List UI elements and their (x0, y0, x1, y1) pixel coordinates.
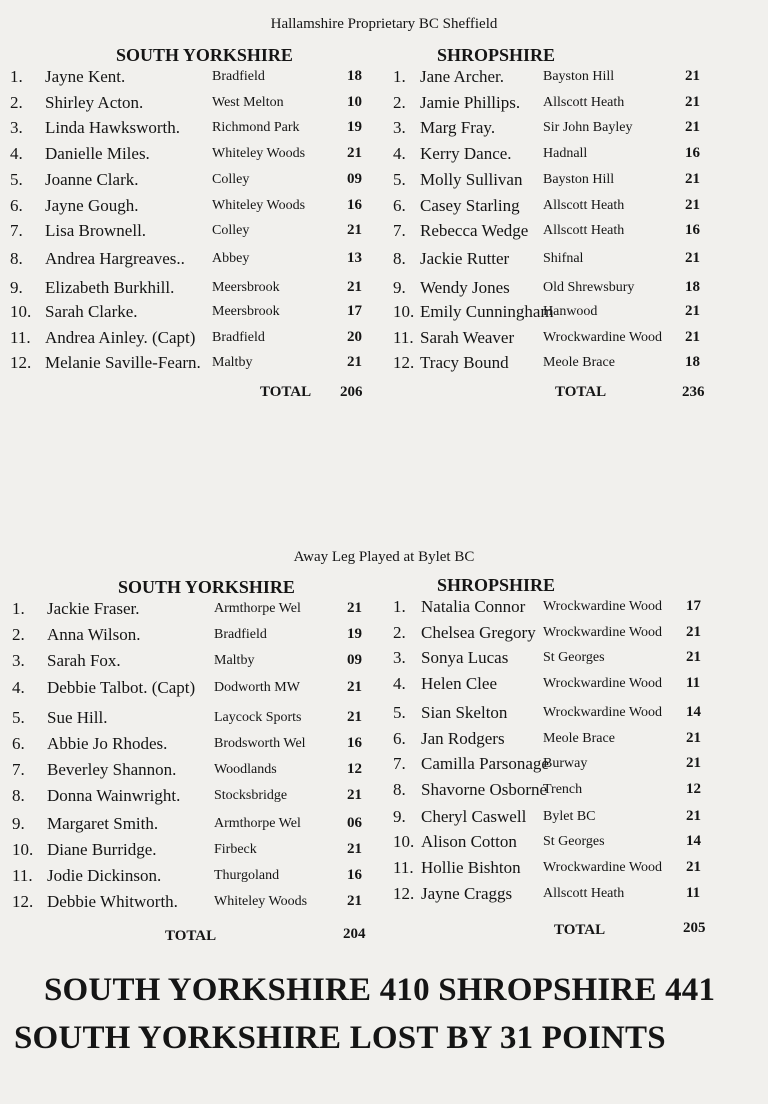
player-score: 11 (686, 884, 701, 901)
player-name: Tracy Bound (420, 352, 509, 372)
player-number: 4. (393, 674, 406, 694)
player-club: Bylet BC (543, 808, 596, 824)
player-number: 12. (393, 883, 415, 903)
player-name: Margaret Smith. (47, 813, 159, 833)
player-club: Meole Brace (543, 354, 615, 370)
player-club: Maltby (212, 354, 253, 370)
player-club: Allscott Heath (543, 885, 625, 901)
player-name: Melanie Saville-Fearn. (45, 352, 201, 372)
player-number: 2. (393, 92, 406, 112)
player-number: 7. (12, 760, 25, 780)
player-number: 9. (393, 277, 406, 297)
player-name: Anna Wilson. (47, 625, 141, 645)
player-score: 21 (686, 807, 701, 824)
player-score: 21 (686, 755, 701, 772)
player-club: Bayston Hill (543, 69, 615, 84)
player-name: Shirley Acton. (45, 92, 144, 112)
player-name: Andrea Hargreaves.. (45, 248, 185, 268)
player-row (0, 807, 768, 831)
player-score: 21 (347, 678, 362, 695)
player-number: 4. (12, 677, 25, 697)
player-score: 10 (347, 93, 362, 110)
player-name: Donna Wainwright. (47, 786, 181, 806)
player-club: Wrockwardine Wood (543, 704, 662, 720)
player-club: Old Shrewsbury (543, 279, 635, 295)
home-shropshire-title: SHROPSHIRE (437, 45, 556, 65)
player-number: 8. (393, 779, 406, 799)
away-shropshire-title: SHROPSHIRE (437, 575, 556, 595)
player-name: Jayne Gough. (45, 195, 139, 215)
player-club: Dodworth MW (214, 679, 300, 695)
player-club: Wrockwardine Wood (543, 624, 662, 640)
player-club: Stocksbridge (214, 788, 288, 804)
player-row (0, 170, 768, 194)
player-club: Richmond Park (212, 120, 300, 136)
player-number: 9. (393, 806, 406, 826)
player-club: Shifnal (543, 250, 584, 266)
player-number: 8. (10, 248, 23, 268)
player-club: Bayston Hill (543, 171, 615, 187)
player-club: Hadnall (543, 146, 588, 162)
player-number: 9. (12, 813, 25, 833)
player-name: Sonya Lucas (421, 648, 509, 668)
player-name: Joanne Clark. (45, 169, 139, 189)
player-name: Lisa Brownell. (45, 221, 147, 241)
player-score: 16 (685, 222, 700, 239)
player-score: 18 (347, 68, 362, 84)
player-club: Colley (212, 223, 250, 239)
player-club: Bradfield (212, 330, 265, 345)
player-row (0, 249, 768, 273)
player-score: 21 (685, 170, 700, 187)
player-name: Diane Burridge. (47, 839, 157, 859)
player-name: Jayne Kent. (45, 67, 126, 86)
player-name: Sue Hill. (47, 707, 108, 727)
player-name: Jackie Fraser. (47, 599, 140, 618)
player-score: 14 (686, 833, 701, 850)
player-number: 7. (393, 221, 406, 241)
player-number: 2. (393, 622, 406, 642)
player-club: Meole Brace (543, 730, 615, 746)
player-club: Bradfield (214, 627, 267, 643)
player-score: 21 (347, 353, 362, 370)
player-number: 10. (393, 832, 415, 852)
player-number: 3. (393, 648, 406, 668)
player-score: 21 (347, 145, 362, 162)
player-score: 21 (685, 68, 700, 84)
player-score: 21 (685, 329, 700, 345)
player-number: 5. (10, 169, 23, 189)
player-row (0, 221, 768, 245)
player-score: 21 (686, 649, 701, 666)
player-club: Whiteley Woods (212, 197, 306, 213)
player-score: 19 (347, 119, 362, 136)
player-row (0, 328, 768, 352)
player-name: Jan Rodgers (421, 728, 505, 748)
player-score: 20 (347, 329, 362, 345)
player-number: 4. (393, 144, 406, 164)
player-score: 09 (347, 652, 362, 669)
player-number: 11. (393, 328, 414, 347)
player-score: 14 (686, 703, 701, 720)
player-score: 16 (685, 145, 700, 162)
player-score: 21 (347, 600, 362, 616)
player-score: 21 (685, 196, 700, 213)
player-row (0, 93, 768, 117)
player-club: St Georges (543, 650, 605, 666)
player-score: 21 (347, 840, 362, 857)
home-shropshire-total-label: TOTAL (555, 384, 607, 400)
player-number: 8. (393, 248, 406, 268)
player-club: Maltby (214, 653, 255, 669)
player-number: 2. (10, 92, 23, 112)
player-name: Linda Hawksworth. (45, 118, 181, 138)
player-name: Sarah Clarke. (45, 302, 138, 322)
player-score: 21 (347, 222, 362, 239)
player-number: 6. (393, 728, 406, 748)
player-club: Hanwood (543, 304, 598, 320)
player-score: 21 (685, 303, 700, 320)
player-score: 21 (686, 729, 701, 746)
player-name: Abbie Jo Rhodes. (47, 734, 168, 753)
player-name: Jackie Rutter (420, 248, 510, 268)
player-club: Armthorpe Wel (214, 601, 301, 616)
player-club: Brodsworth Wel (214, 736, 306, 751)
player-club: Meersbrook (212, 279, 280, 295)
player-number: 11. (10, 328, 31, 347)
away-south-yorkshire-title: SOUTH YORKSHIRE (118, 577, 295, 597)
player-club: Abbey (212, 250, 250, 266)
venue-home-heading: Hallamshire Proprietary BC Sheffield (270, 16, 498, 32)
player-row (0, 144, 768, 168)
player-name: Casey Starling (420, 195, 520, 215)
home-south-yorkshire-total-label: TOTAL (260, 384, 312, 400)
player-name: Sian Skelton (421, 702, 508, 722)
home-south-yorkshire-total: 206 (340, 384, 363, 400)
player-row (0, 278, 768, 302)
player-name: Debbie Talbot. (Capt) (47, 677, 196, 697)
player-name: Sarah Fox. (47, 651, 121, 671)
player-club: Wrockwardine Wood (543, 599, 662, 614)
player-number: 10. (12, 839, 34, 859)
player-name: Shavorne Osborne (421, 779, 548, 799)
player-score: 21 (685, 119, 700, 136)
player-club: Whiteley Woods (212, 146, 306, 162)
player-club: Meersbrook (212, 304, 280, 320)
player-score: 21 (347, 893, 362, 910)
home-shropshire-total: 236 (682, 384, 705, 400)
player-score: 09 (347, 170, 362, 187)
player-number: 11. (12, 866, 33, 885)
player-row (0, 353, 768, 377)
summary-result: SOUTH YORKSHIRE LOST BY 31 POINTS (14, 1020, 666, 1056)
player-name: Natalia Connor (421, 597, 526, 616)
player-name: Cheryl Caswell (421, 806, 527, 826)
player-club: Wrockwardine Wood (543, 676, 662, 692)
player-number: 1. (393, 67, 406, 86)
player-club: Thurgoland (214, 868, 280, 883)
player-club: Allscott Heath (543, 94, 625, 110)
player-name: Jodie Dickinson. (47, 866, 162, 885)
summary-scoreline: SOUTH YORKSHIRE 410 SHROPSHIRE 441 (44, 972, 716, 1008)
player-name: Elizabeth Burkhill. (45, 277, 175, 297)
player-number: 3. (10, 118, 23, 138)
player-name: Emily Cunningham (420, 302, 554, 322)
venue-away-heading: Away Leg Played at Bylet BC (293, 549, 475, 565)
player-number: 6. (12, 734, 25, 753)
player-number: 5. (393, 169, 406, 189)
player-row (0, 623, 768, 647)
player-score: 16 (347, 735, 362, 751)
player-number: 3. (393, 118, 406, 138)
player-name: Sarah Weaver (420, 328, 515, 347)
player-club: Burway (543, 756, 588, 772)
player-name: Jayne Craggs (421, 883, 513, 903)
player-number: 2. (12, 625, 25, 645)
player-name: Helen Clee (421, 674, 497, 694)
player-score: 13 (347, 249, 362, 266)
player-score: 18 (685, 353, 700, 370)
player-club: Bradfield (212, 69, 265, 84)
player-number: 1. (10, 67, 23, 86)
player-number: 7. (393, 754, 406, 774)
player-club: Allscott Heath (543, 223, 625, 239)
player-row (0, 884, 768, 908)
player-name: Beverley Shannon. (47, 760, 177, 780)
player-number: 5. (393, 702, 406, 722)
player-row (0, 703, 768, 727)
player-club: Whiteley Woods (214, 894, 308, 910)
player-number: 1. (393, 597, 406, 616)
player-number: 5. (12, 707, 25, 727)
player-score: 17 (347, 303, 362, 320)
player-row (0, 729, 768, 753)
away-south-yorkshire-total-label: TOTAL (165, 928, 217, 944)
player-club: Laycock Sports (214, 709, 302, 725)
player-row (0, 67, 768, 91)
away-shropshire-total: 205 (683, 920, 706, 936)
player-club: Armthorpe Wel (214, 815, 301, 831)
player-score: 18 (685, 278, 700, 295)
player-score: 17 (686, 598, 701, 614)
player-row (0, 118, 768, 142)
player-name: Jamie Phillips. (420, 92, 521, 112)
player-name: Wendy Jones (420, 277, 510, 297)
player-club: Firbeck (214, 841, 257, 857)
player-name: Hollie Bishton (421, 858, 521, 877)
player-score: 21 (685, 93, 700, 110)
player-name: Danielle Miles. (45, 144, 150, 164)
player-row (0, 597, 768, 621)
player-score: 12 (347, 761, 362, 778)
player-club: Sir John Bayley (543, 120, 633, 136)
player-name: Molly Sullivan (420, 169, 523, 189)
player-score: 06 (347, 814, 362, 831)
player-number: 4. (10, 144, 23, 164)
player-name: Camilla Parsonage (421, 754, 549, 774)
player-score: 21 (347, 787, 362, 804)
player-club: West Melton (212, 94, 284, 110)
player-row (0, 302, 768, 326)
player-number: 6. (393, 195, 406, 215)
player-row (0, 832, 768, 856)
player-number: 12. (12, 892, 34, 912)
player-number: 12. (393, 352, 415, 372)
player-name: Jane Archer. (420, 67, 505, 86)
player-number: 11. (393, 858, 414, 877)
player-score: 21 (347, 708, 362, 725)
player-club: Wrockwardine Wood (543, 330, 662, 345)
player-score: 11 (686, 675, 701, 692)
player-number: 10. (10, 302, 32, 322)
player-number: 6. (10, 195, 23, 215)
player-name: Rebecca Wedge (420, 221, 529, 241)
player-name: Andrea Ainley. (Capt) (45, 328, 196, 347)
home-south-yorkshire-title: SOUTH YORKSHIRE (116, 45, 293, 65)
player-score: 21 (686, 623, 701, 640)
player-club: St Georges (543, 834, 605, 850)
player-row (0, 858, 768, 882)
player-row (0, 754, 768, 778)
player-row (0, 674, 768, 698)
player-name: Alison Cotton (421, 832, 517, 852)
player-number: 12. (10, 352, 32, 372)
player-name: Kerry Dance. (420, 144, 512, 164)
player-number: 10. (393, 302, 415, 322)
player-score: 16 (347, 867, 362, 883)
player-score: 21 (685, 249, 700, 266)
player-number: 7. (10, 221, 23, 241)
away-shropshire-total-label: TOTAL (554, 922, 606, 938)
player-score: 21 (686, 859, 701, 875)
player-club: Woodlands (214, 762, 277, 778)
player-name: Debbie Whitworth. (47, 892, 178, 912)
player-row (0, 780, 768, 804)
player-row (0, 196, 768, 220)
player-club: Wrockwardine Wood (543, 860, 662, 875)
player-name: Chelsea Gregory (421, 622, 536, 642)
player-name: Marg Fray. (420, 118, 496, 138)
player-number: 3. (12, 651, 25, 671)
player-score: 12 (686, 780, 701, 797)
player-score: 21 (347, 278, 362, 295)
player-score: 19 (347, 626, 362, 643)
player-number: 1. (12, 599, 25, 618)
player-number: 9. (10, 277, 23, 297)
player-row (0, 648, 768, 672)
away-south-yorkshire-total: 204 (343, 926, 366, 942)
player-score: 16 (347, 196, 362, 213)
player-number: 8. (12, 786, 25, 806)
player-club: Trench (543, 781, 583, 797)
player-club: Allscott Heath (543, 197, 625, 213)
player-club: Colley (212, 171, 250, 187)
